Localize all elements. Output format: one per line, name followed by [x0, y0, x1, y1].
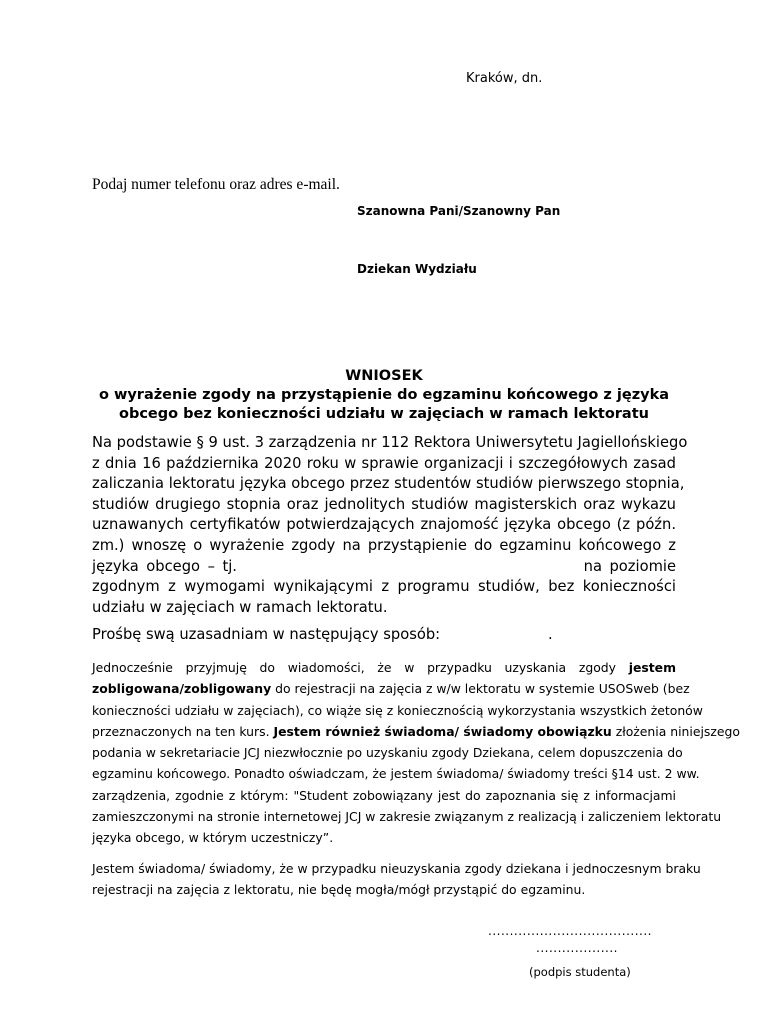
title-heading: WNIOSEK: [345, 368, 423, 384]
title-line-2: obcego bez konieczności udziału w zajęciach w ramach lektoratu: [119, 406, 649, 422]
para-line: Jestem świadoma/ świadomy, że w przypadku nieuzyskania zgody dziekana i jednoczesnym braku: [92, 861, 701, 876]
body-line: zaliczania lektoratu języka obcego przez studentów studiów pierwszego stopnia,: [92, 475, 685, 493]
signature-dots-1: ......................................: [488, 924, 652, 938]
para-line: konieczności udziału w zajęciach), co wiąże się z koniecznością wykorzystania wszystkich żetonów: [92, 702, 703, 718]
main-body: [92, 433, 688, 618]
reason-dot: .: [548, 626, 553, 643]
para-line: języka obcego, w którym uczestniczy”.: [92, 830, 334, 846]
reason-line: [92, 626, 553, 643]
body-line: z dnia 16 października 2020 roku w sprawie organizacji i szczegółowych zasad: [92, 454, 676, 472]
title-block: [92, 367, 676, 424]
body-line: uznawanych certyfikatów potwierdzających znajomość języka obcego (z późn.: [92, 516, 676, 534]
declaration-paragraph: [92, 657, 740, 849]
awareness-paragraph: [92, 858, 701, 901]
reason-label: Prośbę swą uzasadniam w następujący sposób:: [92, 626, 441, 643]
body-line: zgodnym z wymogami wynikającymi z programu studiów, bez konieczności: [92, 578, 676, 596]
para-line: Jednocześnie przyjmuję do wiadomości, że w przypadku uzyskania zgody jestem: [92, 660, 676, 675]
signature-dots-2: ...................: [536, 941, 618, 955]
para-line: zamieszczonymi na stronie internetowej JCJ w zakresie związanym z realizacją i zaliczeniem lektoratu: [92, 809, 722, 825]
signature-label: (podpis studenta): [529, 965, 631, 979]
title-line-1: o wyrażenie zgody na przystąpienie do egzaminu końcowego z języka: [98, 387, 670, 403]
recipient: Dziekan Wydziału: [357, 262, 477, 276]
salutation: Szanowna Pani/Szanowny Pan: [357, 204, 561, 218]
para-line: egzaminu końcowego. Ponadto oświadczam, że jestem świadoma/ świadomy treści §14 ust. 2 ww.: [92, 766, 700, 782]
contact-prompt: Podaj numer telefonu oraz adres e-mail.: [92, 176, 340, 193]
body-line: udziału w zajęciach w ramach lektoratu.: [92, 598, 388, 616]
body-line: studiów drugiego stopnia oraz jednolitych studiów magisterskich oraz wykazu: [92, 495, 676, 513]
body-line: zm.) wnoszę o wyrażenie zgody na przystąpienie do egzaminu końcowego z: [92, 536, 676, 554]
para-line: zarządzenia, zgodnie z którym: "Student zobowiązany jest do zapoznania się z informacjami: [92, 787, 676, 803]
para-line: przeznaczonych na ten kurs. Jestem również świadoma/ świadomy obowiązku złożenia niniejszego: [92, 723, 740, 739]
city-date: Kraków, dn.: [466, 71, 543, 86]
body-line: Na podstawie § 9 ust. 3 zarządzenia nr 112 Rektora Uniwersytetu Jagiellońskiego: [92, 434, 688, 451]
para-line: podania w sekretariacie JCJ niezwłocznie po uzyskaniu zgody Dziekana, celem dopuszczenia do: [92, 745, 683, 761]
para-line: zobligowana/zobligowany do rejestracji na zajęcia z w/w lektoratu w systemie USOSweb (bez: [92, 681, 690, 697]
body-line: języka obcego – tj. na poziomie: [92, 557, 676, 575]
para-line: rejestracji na zajęcia z lektoratu, nie będę mogła/mógł przystąpić do egzaminu.: [92, 882, 586, 898]
